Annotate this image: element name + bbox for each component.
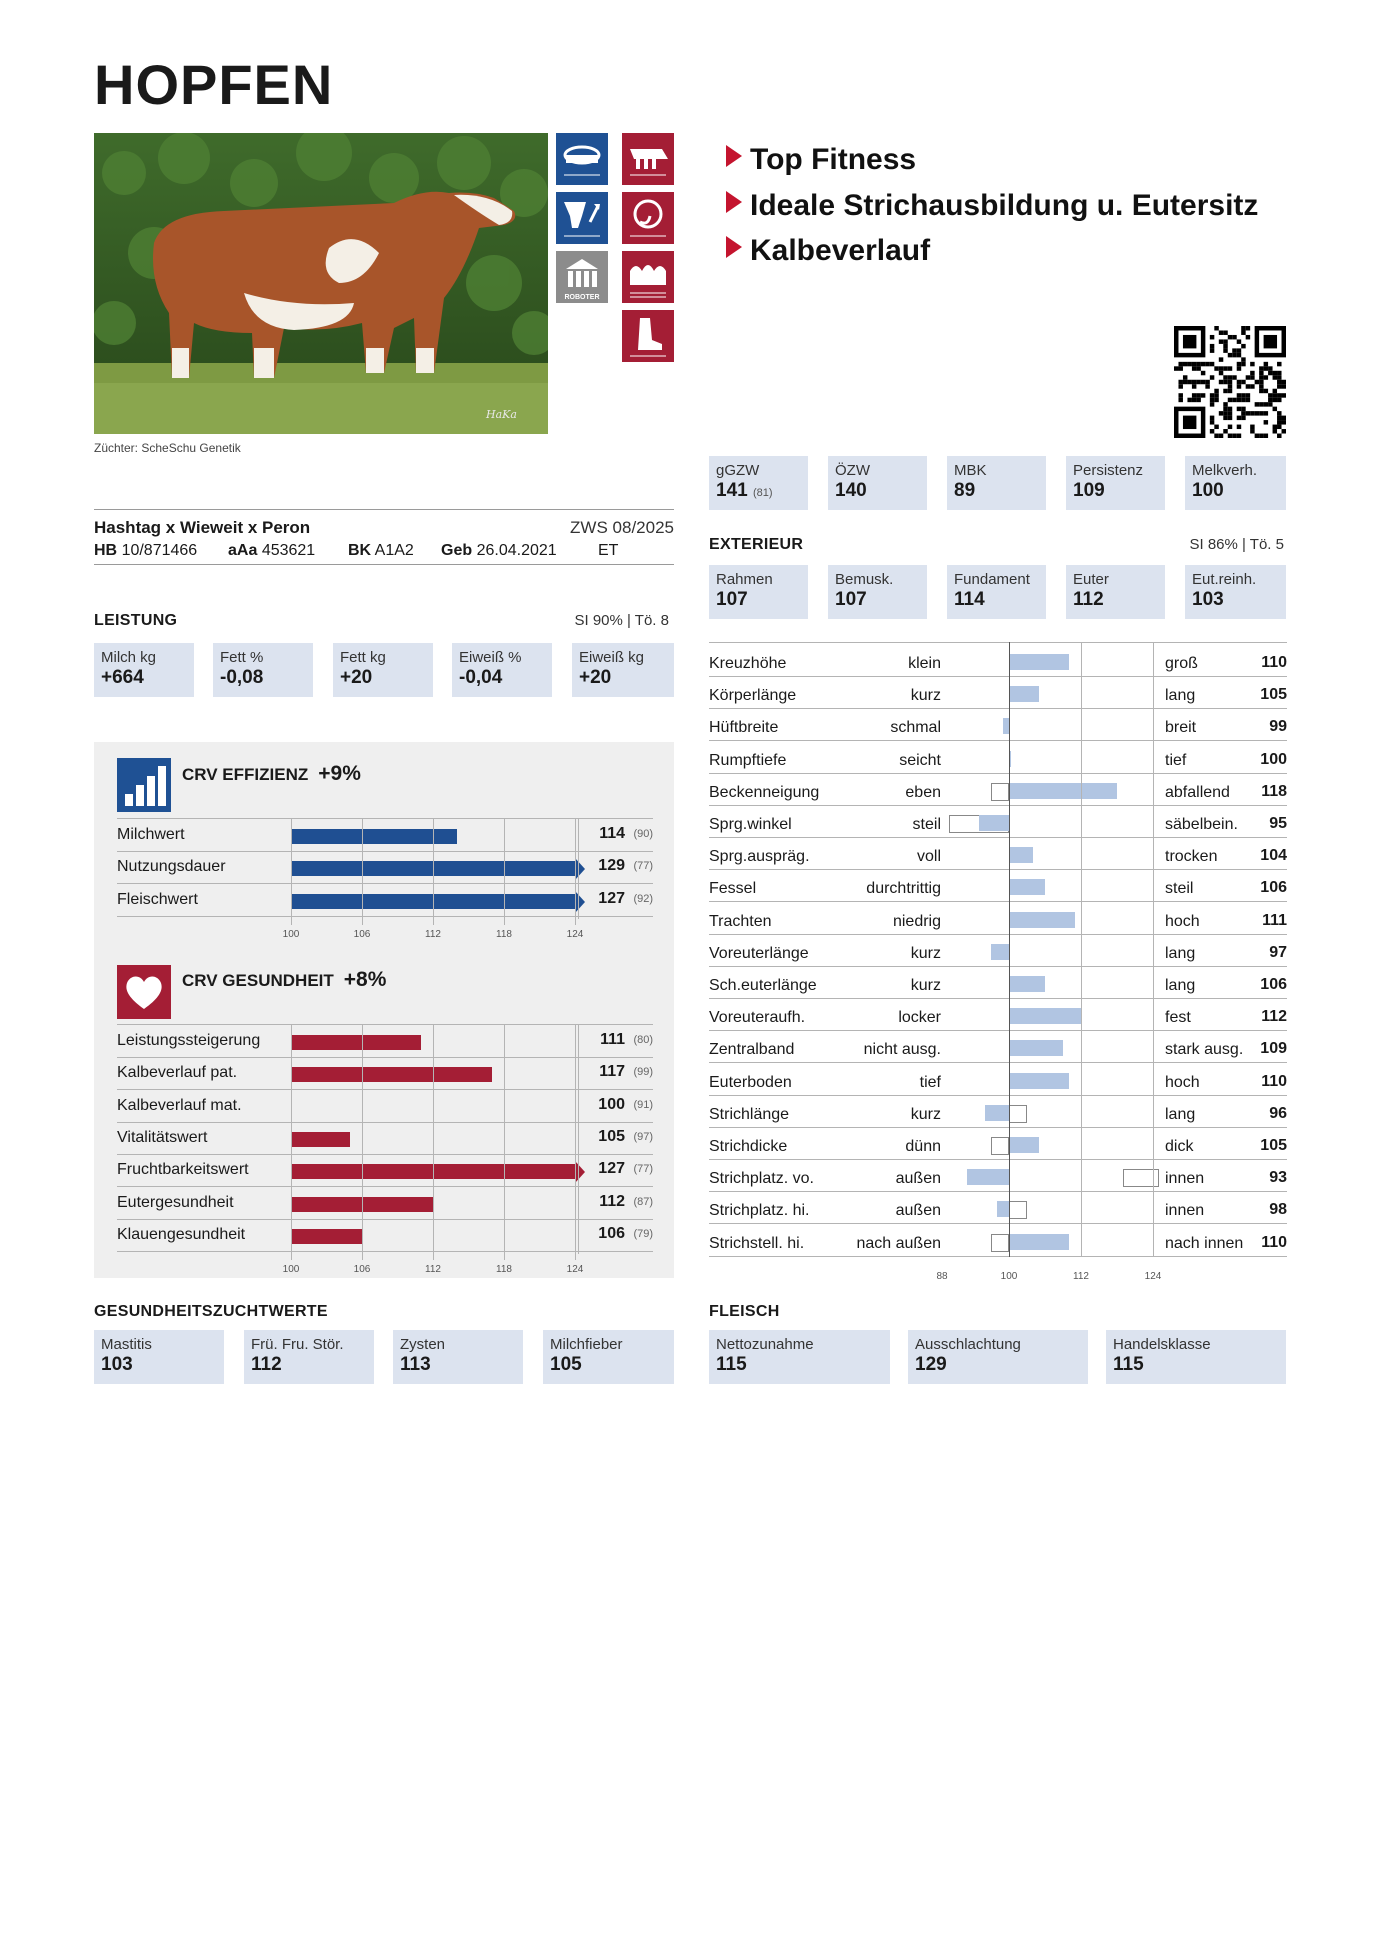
linear-bar bbox=[1009, 976, 1045, 992]
linear-high-label: lang bbox=[1165, 944, 1196, 962]
linear-high-label: lang bbox=[1165, 687, 1196, 705]
linear-bar bbox=[979, 815, 1009, 831]
linear-top-rule bbox=[709, 642, 1287, 643]
linear-low-label: dünn bbox=[905, 1138, 941, 1155]
divider bbox=[94, 564, 674, 565]
crv-gridline bbox=[575, 1024, 576, 1260]
linear-trait-label: Kreuzhöhe bbox=[709, 655, 787, 672]
crv-row bbox=[117, 1157, 653, 1187]
exterieur-eut-reinh: Eut.reinh. 103 bbox=[1185, 565, 1286, 619]
linear-row bbox=[709, 967, 1287, 999]
linear-bar bbox=[1009, 1040, 1063, 1056]
linear-bar bbox=[1009, 1008, 1081, 1024]
crv-gridline bbox=[362, 1024, 363, 1260]
crv-gridline bbox=[433, 818, 434, 925]
linear-value: 110 bbox=[1261, 1072, 1287, 1090]
crv-gridline bbox=[433, 1024, 434, 1260]
crv-row-value: 111 bbox=[600, 1031, 625, 1048]
linear-comparison-box bbox=[991, 1137, 1009, 1155]
linear-high-label: innen bbox=[1165, 1170, 1205, 1188]
crv-row-value: 117 bbox=[599, 1063, 625, 1081]
linear-low-label: kurz bbox=[910, 944, 941, 962]
crv-bar bbox=[291, 1067, 492, 1082]
linear-bar bbox=[1009, 686, 1039, 702]
zws-date: ZWS 08/2025 bbox=[570, 518, 674, 537]
crv-row-value: 127 bbox=[598, 889, 625, 907]
linear-bar bbox=[991, 944, 1009, 960]
exterieur-euter: Euter 112 bbox=[1066, 565, 1165, 619]
linear-row bbox=[709, 999, 1287, 1031]
robot-icon-label: ROBOTER bbox=[564, 294, 600, 301]
linear-comparison-box bbox=[991, 783, 1009, 801]
crv-gridline bbox=[362, 818, 363, 925]
hoof-icon bbox=[622, 310, 674, 362]
crv-right-rule bbox=[578, 1024, 579, 1254]
exterieur-si: SI 86% | Tö. 5 bbox=[1189, 536, 1284, 553]
bull-photo bbox=[94, 133, 548, 434]
linear-row bbox=[709, 1031, 1287, 1063]
crv-bar bbox=[291, 1132, 350, 1147]
crv-row-label: Kalbeverlauf mat. bbox=[117, 1096, 242, 1114]
linear-gridline bbox=[1081, 642, 1082, 1257]
qr-code-icon[interactable] bbox=[1174, 326, 1286, 438]
crv-row-label: Klauengesundheit bbox=[117, 1225, 246, 1243]
linear-value: 98 bbox=[1269, 1201, 1287, 1219]
linear-bar bbox=[967, 1169, 1009, 1185]
leistung-fett-pct: Fett % -0,08 bbox=[213, 643, 313, 697]
linear-comparison-box bbox=[1009, 1201, 1027, 1219]
linear-row bbox=[709, 838, 1287, 870]
et-marker: ET bbox=[598, 542, 619, 559]
crv-row bbox=[117, 1060, 653, 1090]
linear-row bbox=[709, 935, 1287, 967]
crv-bar bbox=[291, 1229, 362, 1244]
udder-icon bbox=[622, 133, 674, 185]
linear-trait-label: Sch.euterlänge bbox=[709, 977, 817, 994]
linear-value: 97 bbox=[1269, 943, 1287, 961]
barn-icon bbox=[622, 251, 674, 303]
milk-icon bbox=[556, 133, 608, 185]
index-box-melkverh: Melkverh. 100 bbox=[1185, 456, 1286, 510]
crv-row-value: 106 bbox=[598, 1224, 625, 1242]
fertility-icon bbox=[622, 192, 674, 244]
divider bbox=[94, 509, 674, 510]
linear-trait-label: Euterboden bbox=[709, 1073, 792, 1091]
linear-low-label: schmal bbox=[890, 719, 941, 737]
linear-value: 112 bbox=[1261, 1008, 1287, 1026]
linear-trait-label: Körperlänge bbox=[709, 687, 797, 705]
crv-top-rule bbox=[117, 1024, 653, 1025]
linear-bar bbox=[1009, 783, 1117, 799]
index-box-mbk: MBK 89 bbox=[947, 456, 1046, 510]
index-box-ozw: ÖZW 140 bbox=[828, 456, 927, 510]
linear-low-label: klein bbox=[908, 655, 941, 672]
crv-row-label: Fruchtbarkeitswert bbox=[117, 1161, 249, 1179]
linear-low-label: tief bbox=[919, 1073, 941, 1091]
crv-row-value: 114 bbox=[599, 825, 625, 842]
linear-value: 96 bbox=[1269, 1104, 1287, 1122]
linear-low-label: steil bbox=[912, 816, 941, 833]
linear-row bbox=[709, 870, 1287, 902]
linear-trait-label: Hüftbreite bbox=[709, 719, 779, 737]
linear-trait-label: Sprg.auspräg. bbox=[709, 848, 810, 866]
linear-trait-label: Zentralband bbox=[709, 1041, 795, 1059]
triangle-bullet-icon bbox=[726, 236, 742, 258]
cow-growth-icon bbox=[556, 192, 608, 244]
crv-row bbox=[117, 1028, 653, 1058]
linear-high-label: stark ausg. bbox=[1165, 1041, 1244, 1059]
linear-value: 118 bbox=[1261, 782, 1287, 800]
crv-gridline bbox=[575, 818, 576, 925]
linear-bar bbox=[1009, 1073, 1069, 1089]
linear-bar bbox=[1009, 1234, 1069, 1250]
linear-row bbox=[709, 806, 1287, 838]
linear-low-label: außen bbox=[895, 1202, 941, 1220]
crv-gridline bbox=[504, 818, 505, 925]
linear-bar bbox=[1009, 847, 1033, 863]
pedigree-line: Hashtag x Wieweit x Peron bbox=[94, 518, 311, 537]
crv-row-label: Milchwert bbox=[117, 826, 185, 843]
linear-trait-label: Fessel bbox=[709, 880, 757, 898]
crv-row-si: (77) bbox=[633, 1163, 653, 1176]
linear-low-label: locker bbox=[898, 1009, 941, 1027]
crv-row-label: Vitalitätswert bbox=[117, 1128, 208, 1146]
crv-tick-label: 100 bbox=[282, 1264, 300, 1276]
linear-high-label: hoch bbox=[1165, 912, 1200, 930]
crv-overflow-arrow-icon bbox=[575, 858, 585, 880]
crv-gridline bbox=[504, 1024, 505, 1260]
crv-tick-label: 112 bbox=[425, 1264, 441, 1276]
leistung-eiweiss-pct: Eiweiß % -0,04 bbox=[452, 643, 552, 697]
linear-high-label: groß bbox=[1165, 655, 1198, 672]
crv-row-value: 127 bbox=[598, 1160, 625, 1178]
gzw-fru-fru-stor: Frü. Fru. Stör. 112 bbox=[244, 1330, 374, 1384]
linear-high-label: tief bbox=[1165, 751, 1187, 769]
linear-high-label: trocken bbox=[1165, 848, 1218, 866]
linear-trait-label: Beckenneigung bbox=[709, 783, 820, 801]
crv-row bbox=[117, 822, 653, 852]
linear-value: 111 bbox=[1262, 911, 1287, 929]
linear-low-label: durchtrittig bbox=[866, 880, 941, 898]
crv-tick-label: 118 bbox=[496, 1264, 512, 1276]
highlight-item: Ideale Strichausbildung u. Eutersitz bbox=[726, 189, 1258, 223]
linear-value: 106 bbox=[1260, 879, 1287, 897]
index-box-ggzw: gGZW 141 (81) bbox=[709, 456, 808, 510]
crv-tick-label: 106 bbox=[353, 928, 371, 940]
crv-row-value: 105 bbox=[598, 1127, 625, 1145]
crv-right-rule bbox=[578, 818, 579, 919]
crv-row-label: Fleischwert bbox=[117, 890, 198, 908]
linear-row bbox=[709, 1192, 1287, 1224]
linear-high-label: fest bbox=[1165, 1009, 1191, 1027]
linear-row bbox=[709, 709, 1287, 741]
linear-value: 105 bbox=[1260, 1137, 1287, 1154]
crv-row bbox=[117, 854, 653, 884]
leistung-title: LEISTUNG bbox=[94, 612, 178, 629]
linear-value: 93 bbox=[1269, 1169, 1287, 1187]
linear-row bbox=[709, 742, 1287, 774]
linear-trait-label: Sprg.winkel bbox=[709, 816, 792, 833]
gzw-zysten: Zysten 113 bbox=[393, 1330, 523, 1384]
birth-date: Geb 26.04.2021 bbox=[441, 542, 557, 559]
highlight-item: Kalbeverlauf bbox=[726, 234, 930, 268]
robot-icon bbox=[556, 251, 608, 303]
leistung-fett-kg: Fett kg +20 bbox=[333, 643, 433, 697]
crv-row-si: (79) bbox=[633, 1227, 653, 1240]
linear-low-label: kurz bbox=[910, 977, 941, 994]
linear-low-label: kurz bbox=[910, 687, 941, 705]
gesundheitszuchtwerte-title: GESUNDHEITSZUCHTWERTE bbox=[94, 1303, 328, 1320]
crv-row-value: 129 bbox=[598, 857, 625, 875]
fleisch-ausschlachtung: Ausschlachtung 129 bbox=[908, 1330, 1088, 1384]
crv-row bbox=[117, 1190, 653, 1220]
photo-signature: HaKa bbox=[486, 408, 517, 421]
crv-row-value: 112 bbox=[599, 1192, 625, 1210]
linear-row bbox=[709, 1064, 1287, 1096]
crv-row-label: Kalbeverlauf pat. bbox=[117, 1064, 238, 1082]
linear-bar bbox=[985, 1105, 1009, 1121]
crv-row bbox=[117, 1125, 653, 1155]
crv-row-si: (91) bbox=[633, 1098, 653, 1111]
linear-high-label: hoch bbox=[1165, 1073, 1200, 1091]
linear-row bbox=[709, 1160, 1287, 1192]
linear-high-label: lang bbox=[1165, 977, 1196, 994]
linear-low-label: voll bbox=[916, 848, 941, 866]
crv-row-si: (77) bbox=[633, 860, 653, 873]
crv-overflow-arrow-icon bbox=[575, 1161, 585, 1183]
linear-high-label: lang bbox=[1165, 1105, 1196, 1123]
crv-gesundheit-title: CRV GESUNDHEIT +8% bbox=[182, 968, 387, 991]
crv-bar bbox=[291, 829, 457, 844]
linear-high-label: nach innen bbox=[1165, 1234, 1244, 1252]
linear-tick-label: 112 bbox=[1073, 1270, 1089, 1282]
linear-row bbox=[709, 1225, 1287, 1257]
linear-value: 104 bbox=[1260, 847, 1287, 865]
crv-row-label: Eutergesundheit bbox=[117, 1193, 234, 1211]
linear-trait-label: Trachten bbox=[709, 912, 772, 930]
fleisch-nettozunahme: Nettozunahme 115 bbox=[709, 1330, 890, 1384]
linear-low-label: kurz bbox=[910, 1105, 941, 1123]
linear-gridline bbox=[1153, 642, 1154, 1257]
linear-trait-label: Strichstell. hi. bbox=[709, 1234, 805, 1252]
linear-high-label: breit bbox=[1165, 719, 1197, 737]
index-box-persistenz: Persistenz 109 bbox=[1066, 456, 1165, 510]
linear-high-label: steil bbox=[1165, 880, 1194, 898]
crv-row bbox=[117, 1222, 653, 1252]
crv-effizienz-title: CRV EFFIZIENZ +9% bbox=[182, 762, 361, 785]
linear-row bbox=[709, 645, 1287, 677]
linear-row bbox=[709, 677, 1287, 709]
linear-trait-label: Voreuteraufh. bbox=[709, 1009, 806, 1027]
linear-tick-label: 88 bbox=[936, 1270, 948, 1282]
fleisch-title: FLEISCH bbox=[709, 1303, 780, 1320]
heart-icon bbox=[117, 965, 171, 1019]
linear-bar bbox=[1009, 879, 1045, 895]
crv-gridline bbox=[291, 1024, 292, 1260]
exterieur-fundament: Fundament 114 bbox=[947, 565, 1046, 619]
linear-tick-label: 124 bbox=[1144, 1270, 1162, 1282]
linear-low-label: niedrig bbox=[892, 912, 941, 930]
linear-trait-label: Rumpftiefe bbox=[709, 751, 787, 769]
linear-value: 109 bbox=[1260, 1040, 1287, 1058]
crv-row-si: (97) bbox=[633, 1130, 653, 1143]
triangle-bullet-icon bbox=[726, 145, 742, 167]
page-title: HOPFEN bbox=[94, 53, 334, 116]
crv-row-value: 100 bbox=[598, 1095, 625, 1113]
linear-row bbox=[709, 774, 1287, 806]
crv-row bbox=[117, 887, 653, 917]
linear-trait-label: Strichplatz. hi. bbox=[709, 1202, 810, 1220]
exterieur-bemusk: Bemusk. 107 bbox=[828, 565, 927, 619]
gzw-mastitis: Mastitis 103 bbox=[94, 1330, 224, 1384]
linear-bar bbox=[1009, 654, 1069, 670]
crv-tick-label: 124 bbox=[566, 928, 584, 940]
exterieur-rahmen: Rahmen 107 bbox=[709, 565, 808, 619]
linear-high-label: abfallend bbox=[1165, 783, 1230, 801]
linear-value: 95 bbox=[1269, 815, 1287, 832]
linear-row bbox=[709, 1096, 1287, 1128]
linear-value: 105 bbox=[1260, 686, 1287, 704]
linear-value: 110 bbox=[1261, 1233, 1287, 1251]
crv-row-si: (87) bbox=[633, 1195, 653, 1208]
crv-row-label: Nutzungsdauer bbox=[117, 858, 226, 876]
fleisch-handelsklasse: Handelsklasse 115 bbox=[1106, 1330, 1286, 1384]
crv-top-rule bbox=[117, 818, 653, 819]
linear-high-label: säbelbein. bbox=[1165, 816, 1238, 833]
crv-row-si: (99) bbox=[633, 1066, 653, 1079]
aaa-code: aAa 453621 bbox=[228, 542, 316, 559]
highlight-item: Top Fitness bbox=[726, 143, 916, 177]
linear-bar bbox=[1009, 912, 1075, 928]
breeder-credit: Züchter: ScheSchu Genetik bbox=[94, 441, 241, 455]
crv-row-label: Leistungssteigerung bbox=[117, 1032, 261, 1049]
linear-trait-label: Strichdicke bbox=[709, 1138, 788, 1155]
crv-tick-label: 118 bbox=[496, 928, 512, 940]
crv-row-si: (92) bbox=[633, 892, 653, 905]
linear-row bbox=[709, 1128, 1287, 1160]
crv-bar bbox=[291, 1035, 421, 1050]
linear-high-label: dick bbox=[1165, 1138, 1194, 1155]
linear-bar bbox=[1009, 1137, 1039, 1153]
linear-value: 106 bbox=[1260, 976, 1287, 993]
triangle-bullet-icon bbox=[726, 191, 742, 213]
linear-low-label: nicht ausg. bbox=[863, 1041, 941, 1059]
linear-gridline bbox=[1009, 642, 1010, 1257]
efficiency-bars-icon bbox=[117, 758, 171, 812]
linear-trait-label: Voreuterlänge bbox=[709, 944, 809, 962]
crv-row-si: (80) bbox=[633, 1034, 653, 1046]
linear-low-label: eben bbox=[905, 783, 941, 801]
crv-tick-label: 124 bbox=[566, 1264, 584, 1276]
linear-low-label: außen bbox=[895, 1170, 941, 1188]
linear-low-label: nach außen bbox=[856, 1234, 941, 1252]
exterieur-title: EXTERIEUR bbox=[709, 536, 804, 553]
leistung-si: SI 90% | Tö. 8 bbox=[574, 612, 669, 629]
linear-value: 100 bbox=[1260, 750, 1287, 768]
linear-comparison-box bbox=[1009, 1105, 1027, 1123]
leistung-milch-kg: Milch kg +664 bbox=[94, 643, 194, 697]
linear-tick-label: 100 bbox=[1000, 1270, 1018, 1282]
crv-gridline bbox=[291, 818, 292, 925]
linear-trait-label: Strichlänge bbox=[709, 1105, 790, 1123]
linear-bar bbox=[997, 1201, 1009, 1217]
beta-casein: BK A1A2 bbox=[348, 542, 414, 559]
crv-row-si: (90) bbox=[633, 828, 653, 840]
crv-tick-label: 106 bbox=[353, 1264, 371, 1276]
crv-row bbox=[117, 1093, 653, 1123]
crv-overflow-arrow-icon bbox=[575, 891, 585, 913]
hb-number: HB 10/871466 bbox=[94, 542, 198, 559]
linear-value: 99 bbox=[1269, 718, 1287, 736]
crv-tick-label: 100 bbox=[282, 928, 300, 940]
gzw-milchfieber: Milchfieber 105 bbox=[543, 1330, 674, 1384]
linear-high-label: innen bbox=[1165, 1202, 1205, 1220]
crv-tick-label: 112 bbox=[425, 928, 441, 940]
linear-trait-label: Strichplatz. vo. bbox=[709, 1170, 814, 1188]
leistung-eiweiss-kg: Eiweiß kg +20 bbox=[572, 643, 674, 697]
linear-low-label: seicht bbox=[899, 751, 941, 769]
linear-value: 110 bbox=[1261, 654, 1287, 671]
linear-comparison-box bbox=[991, 1234, 1009, 1252]
linear-row bbox=[709, 903, 1287, 935]
